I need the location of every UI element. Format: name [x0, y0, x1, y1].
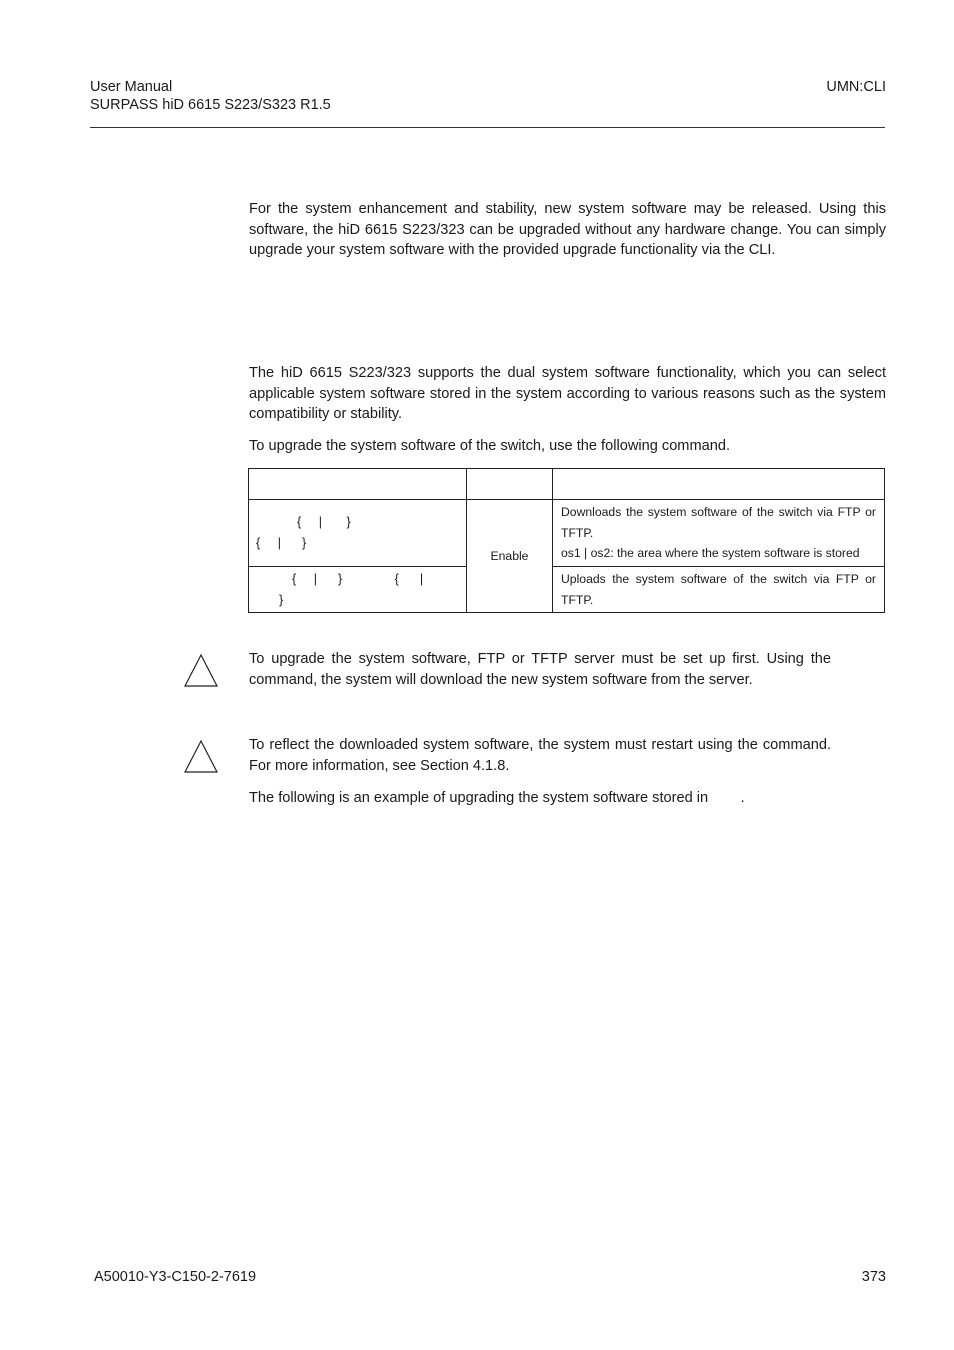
warning-icon — [183, 739, 219, 773]
description-text: os1 | os2: the area where the system software is stored — [561, 546, 860, 561]
command-cell — [249, 500, 467, 567]
note-restart: To reflect the downloaded system software, the system must restart using the command. For more information, see Section 4.1.8. — [249, 737, 831, 774]
mode-cell: Enable — [467, 500, 553, 613]
header-title: User Manual — [90, 79, 173, 95]
command-intro-paragraph: To upgrade the system software of the switch, use the following command. — [249, 438, 731, 454]
header-product: SURPASS hiD 6615 S223/S323 R1.5 — [90, 97, 331, 113]
description-cell: Uploads the system software of the switch via FTP or TFTP. — [553, 567, 885, 613]
table-header-row — [249, 469, 885, 500]
command-table — [248, 468, 885, 613]
header-rule — [90, 127, 885, 128]
dual-software-paragraph: The hiD 6615 S223/323 supports the dual system software functionality, which you can select applicable system software stored in the system according to various reasons such as the system compatibility or stability. — [249, 365, 886, 423]
example-intro: The following is an example of upgrading the system software stored in . — [249, 790, 745, 806]
header-doc-type: UMN:CLI — [826, 79, 886, 95]
command-line: } — [279, 592, 284, 607]
note-ftp-server: To upgrade the system software, FTP or TFTP server must be set up first. Using the command, the system will download the new system software from the server. — [249, 651, 831, 688]
header-cell-description — [553, 469, 885, 500]
description-cell — [553, 500, 885, 567]
command-line: { | } — [297, 515, 351, 529]
command-line: { | } — [256, 536, 307, 550]
intro-paragraph: For the system enhancement and stability, new system software may be released. Using this software, the hiD 6615 S223/323 can be upgraded without any hardware change. You can simply upgrade your system software with the provided upgrade functionality via the CLI. — [249, 201, 886, 259]
description-text: Downloads the system software of the switch via FTP or TFTP. — [561, 505, 876, 540]
table-row — [249, 500, 885, 567]
header-cell-command — [249, 469, 467, 500]
footer-doc-id: A50010-Y3-C150-2-7619 — [94, 1269, 257, 1285]
page-number: 373 — [861, 1269, 886, 1285]
command-cell — [249, 567, 467, 613]
command-line: { | } { | — [292, 571, 424, 586]
header-cell-mode — [467, 469, 553, 500]
table-row — [249, 567, 885, 613]
warning-icon — [183, 653, 219, 687]
